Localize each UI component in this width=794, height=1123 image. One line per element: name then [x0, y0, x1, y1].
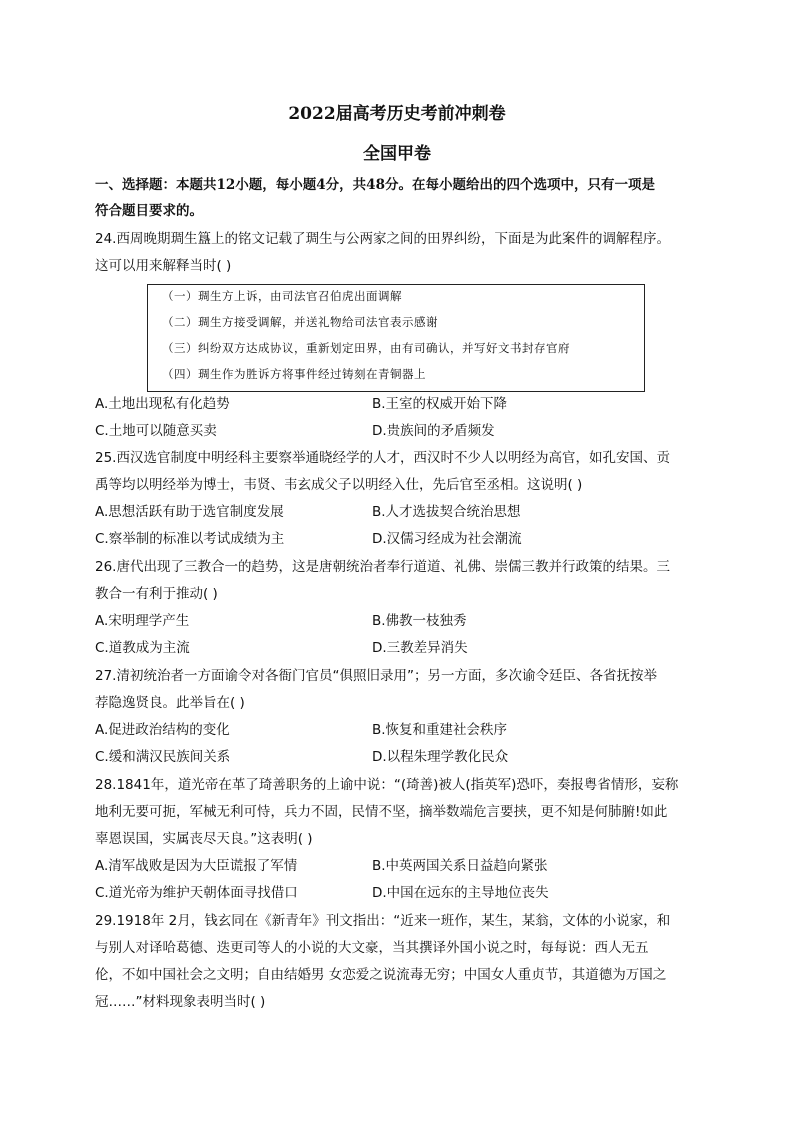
q26-option-a: A.宋明理学产生: [95, 613, 190, 629]
q25-stem-line-2: 禹等均以明经举为博士，韦贤、韦玄成父子以明经入仕，先后官至丞相。这说明( ): [95, 477, 583, 493]
q27-stem-line-2: 荐隐逸贤良。此举旨在( ): [95, 695, 245, 711]
q24-box-line-2: （二）琱生方接受调解，并送礼物给司法官表示感谢: [162, 315, 438, 329]
q24-box-line-3: （三）纠纷双方达成协议，重新划定田界，由有司确认，并写好文书封存官府: [162, 341, 570, 355]
q27-option-d: D.以程朱理学教化民众: [372, 749, 509, 765]
q29-stem-line-4: 冠……”材料现象表明当时( ): [95, 994, 266, 1010]
q24-stem-line-1: 24.西周晚期琱生簋上的铭文记载了琱生与公两家之间的田界纠纷，下面是为此案件的调解程序。: [95, 231, 670, 247]
q25-stem-line-1: 25.西汉选官制度中明经科主要察举通晓经学的人才，西汉时不少人以明经为高官，如孔安国、贡: [95, 450, 670, 466]
q28-stem-line-1: 28.1841年，道光帝在革了琦善职务的上谕中说：“(琦善)被人(指英军)恐吓，奏报粤省情形，妄称: [95, 777, 679, 793]
q29-stem-line-3: 伦，不如中国社会之文明；自由结婚男 女恋爱之说流毒无穷；中国女人重贞节，其道德为万国之: [95, 967, 667, 983]
q24-stem-line-2: 这可以用来解释当时( ): [95, 258, 232, 274]
section-instructions-line-2: 符合题目要求的。: [95, 203, 203, 219]
q26-option-d: D.三教差异消失: [372, 640, 468, 656]
q28-option-b: B.中英两国关系日益趋向紧张: [372, 858, 548, 874]
q26-option-c: C.道教成为主流: [95, 640, 190, 656]
q29-stem-line-1: 29.1918年 2月，钱玄同在《新青年》刊文指出：“近来一班作，某生，某翁，文体的小说家，和: [95, 913, 671, 929]
q27-stem-line-1: 27.清初统治者一方面谕令对各衙门官员“俱照旧录用”；另一方面，多次谕令廷臣、各省抚按举: [95, 668, 657, 684]
q24-option-b: B.王室的权威开始下降: [372, 396, 508, 412]
q27-option-c: C.缓和满汉民族间关系: [95, 749, 231, 765]
q27-option-b: B.恢复和重建社会秩序: [372, 722, 508, 738]
q25-option-c: C.察举制的标准以考试成绩为主: [95, 531, 285, 547]
q24-option-c: C.土地可以随意买卖: [95, 423, 217, 439]
exam-subtitle: 全国甲卷: [363, 144, 431, 164]
q26-stem-line-1: 26.唐代出现了三教合一的趋势，这是唐朝统治者奉行道道、礼佛、崇儒三教并行政策的结果。三: [95, 559, 670, 575]
q26-option-b: B.佛教一枝独秀: [372, 613, 467, 629]
section-instructions-line-1: 一、选择题：本题共12小题，每小题4分，共48分。在每小题给出的四个选项中，只有一项是: [95, 177, 655, 193]
q25-option-b: B.人才选拔契合统治思想: [372, 504, 521, 520]
q24-option-d: D.贵族间的矛盾频发: [372, 423, 495, 439]
q25-option-d: D.汉儒习经成为社会潮流: [372, 531, 522, 547]
q24-box-line-1: （一）琱生方上诉，由司法官召伯虎出面调解: [162, 289, 402, 303]
q24-material-box: [147, 284, 645, 392]
q28-option-d: D.中国在远东的主导地位丧失: [372, 885, 549, 901]
exam-title: 2022届高考历史考前冲刺卷: [288, 104, 506, 124]
q28-option-a: A.清军战败是因为大臣谎报了军情: [95, 858, 298, 874]
q24-box-line-4: （四）琱生作为胜诉方将事件经过铸刻在青铜器上: [162, 367, 426, 381]
q25-option-a: A.思想活跃有助于选官制度发展: [95, 504, 284, 520]
q29-stem-line-2: 与别人对译哈葛德、迭更司等人的小说的大文豪，当其撰译外国小说之时，每每说：西人无五: [95, 940, 649, 956]
q24-option-a: A.土地出现私有化趋势: [95, 396, 230, 412]
q27-option-a: A.促进政治结构的变化: [95, 722, 230, 738]
q26-stem-line-2: 教合一有利于推动( ): [95, 586, 218, 602]
q28-stem-line-3: 辜恩误国，实属丧尽天良。”这表明( ): [95, 831, 313, 847]
q28-option-c: C.道光帝为维护天朝体面寻找借口: [95, 885, 298, 901]
q28-stem-line-2: 地利无要可扼，军械无利可恃，兵力不固，民情不坚，摘举数端危言要挟，更不知是何肺腑!如此: [95, 804, 668, 820]
